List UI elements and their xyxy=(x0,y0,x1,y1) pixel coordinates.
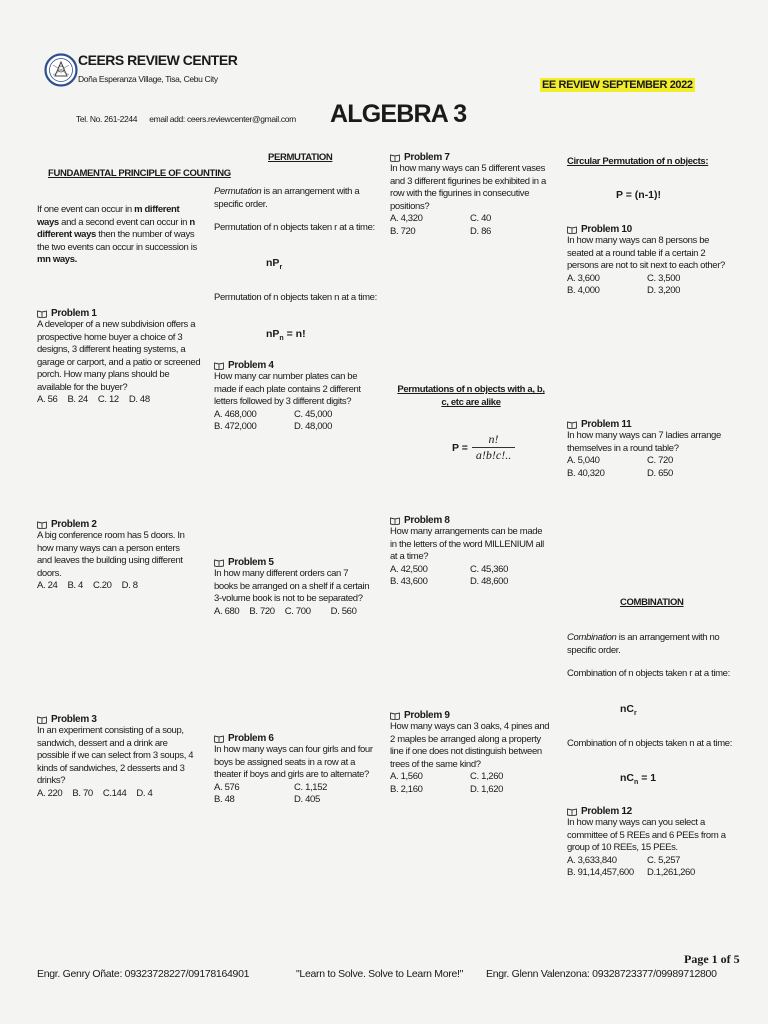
problem-12 xyxy=(567,806,729,880)
problem-6-heading: Problem 6 xyxy=(214,733,374,744)
problem-1-heading: Problem 1 xyxy=(37,308,203,319)
footer-left-contact: Engr. Genry Oñate: 09323728227/09178164901 xyxy=(37,968,250,980)
problem-7-heading: Problem 7 xyxy=(390,152,548,163)
circular-heading: Circular Permutation of n objects: xyxy=(567,156,709,167)
problem-2-heading: Problem 2 xyxy=(37,519,195,530)
counting-heading: FUNDAMENTAL PRINCIPLE OF COUNTING xyxy=(48,168,231,179)
problem-6 xyxy=(214,733,374,807)
problem-4-text: How many car number plates can be made if each plate contains 2 different letters followed by 3 different digits? xyxy=(214,371,361,407)
problem-9-heading: Problem 9 xyxy=(390,710,550,721)
problem-4-heading: Problem 4 xyxy=(214,360,374,371)
problem-4 xyxy=(214,360,374,434)
book-icon xyxy=(214,735,224,743)
permutation-heading: PERMUTATION xyxy=(268,152,333,163)
book-icon xyxy=(567,808,577,816)
book-icon xyxy=(390,712,400,720)
comb-r-label: Combination of n objects taken r at a time: xyxy=(567,668,730,679)
problem-10-heading: Problem 10 xyxy=(567,224,729,235)
contact-info: Tel. No. 261-2244 email add: ceers.reviewcenter@gmail.com xyxy=(76,114,296,124)
comb-r-formula: $nC_r$ xyxy=(620,703,637,718)
problem-12-heading: Problem 12 xyxy=(567,806,729,817)
problem-9 xyxy=(390,710,550,796)
problem-3-heading: Problem 3 xyxy=(37,714,201,725)
book-icon xyxy=(37,521,47,529)
problem-3-text: In an experiment consisting of a soup, sandwich, dessert and a drink are possible if we can select from 3 soups, 4 kinds of sandwiches, 2 desserts and 3 drinks? xyxy=(37,725,194,786)
problem-2-choices: A. 24 B. 4 C.20 D. 8 xyxy=(37,580,138,591)
problem-9-choices: A. 1,560 C. 1,260 B. 2,160 D. 1,620 xyxy=(390,771,504,795)
combination-heading: COMBINATION xyxy=(620,597,684,608)
book-icon xyxy=(214,559,224,567)
permutation-definition: Permutation is an arrangement with a specific order. xyxy=(214,186,360,210)
perm-n-label: Permutation of n objects taken n at a time: xyxy=(214,292,377,303)
review-label: EE REVIEW SEPTEMBER 2022 xyxy=(542,79,693,91)
perm-r-formula: $nP_r$ xyxy=(266,257,283,272)
problem-10-choices: A. 3,600 C. 3,500 B. 4,000 D. 3,200 xyxy=(567,272,681,296)
problem-12-text: In how many ways can you select a committee of 5 REEs and 6 PEEs from a group of 10 REEs, 15 PEEs. xyxy=(567,817,726,853)
problem-11-text: In how many ways can 7 ladies arrange themselves in a round table? xyxy=(567,430,721,454)
perm-n-formula: $nP_n = n$! xyxy=(266,328,306,343)
footer-right-contact: Engr. Glenn Valenzona: 09328723377/09989712800 xyxy=(486,968,717,980)
problem-7-text: In how many ways can 5 different vases and 3 different figurines be exhibited in a row with the figurines in consecutive positions? xyxy=(390,163,546,212)
circular-formula: P = (n-1)! xyxy=(616,189,662,201)
page-title: ALGEBRA 3 xyxy=(330,100,467,128)
problem-7 xyxy=(390,152,548,238)
combination-definition: Combination is an arrangement with no specific order. xyxy=(567,632,720,656)
page-number: Page 1 of 5 xyxy=(684,952,740,966)
problem-8-heading: Problem 8 xyxy=(390,515,548,526)
problem-5-choices: A. 680 B. 720 C. 700 D. 560 xyxy=(214,605,357,617)
problem-5-heading: Problem 5 xyxy=(214,557,374,568)
problem-6-choices: A. 576 C. 1,152 B. 48 D. 405 xyxy=(214,781,328,805)
comb-n-label: Combination of n objects taken n at a time: xyxy=(567,738,733,749)
problem-1-choices: A. 56 B. 24 C. 12 D. 48 xyxy=(37,394,150,405)
book-icon xyxy=(390,154,400,162)
problem-11-heading: Problem 11 xyxy=(567,419,729,430)
book-icon xyxy=(37,716,47,724)
book-icon xyxy=(567,421,577,429)
book-icon xyxy=(214,362,224,370)
problem-4-choices: A. 468,000 C. 45,000 B. 472,000 D. 48,000 xyxy=(214,408,333,432)
problem-8-choices: A. 42,500 C. 45,360 B. 43,600 D. 48,600 xyxy=(390,563,509,587)
alike-heading: Permutations of n objects with a, b, c, etc are alike xyxy=(397,384,545,408)
book-icon xyxy=(37,310,47,318)
problem-6-text: In how many ways can four girls and four boys be assigned seats in a row at a theater if boys and girls are to alternate? xyxy=(214,744,373,780)
problem-3-choices: A. 220 B. 70 C.144 D. 4 xyxy=(37,787,153,799)
problem-8 xyxy=(390,515,548,589)
org-name: CEERS REVIEW CENTER xyxy=(78,52,238,68)
problem-12-choices: A. 3,633,840 C. 5,257 B. 91,14,457,600 D.1,261,260 xyxy=(567,854,695,878)
problem-8-text: How many arrangements can be made in the letters of the word MILLENIUM all at a time? xyxy=(390,526,544,562)
problem-10-text: In how many ways can 8 persons be seated at a round table if a certain 2 persons are not to sit next to each other? xyxy=(567,235,725,271)
problem-1-text: A developer of a new subdivision offers a prospective home buyer a choice of 3 designs, 3 different heating systems, a garage or carport, and a patio or screened porch. How many plans should be available for the buyer? xyxy=(37,319,201,393)
problem-3 xyxy=(37,714,201,800)
book-icon xyxy=(390,517,400,525)
problem-9-text: How many ways can 3 oaks, 4 pines and 2 maples be arranged along a property line if one does not distinguish between trees of the same kind? xyxy=(390,721,550,770)
counting-intro: If one event can occur in m different ways and a second event can occur in n different ways then the number of ways the two events can occur in succession is mn ways. xyxy=(37,204,197,265)
problem-7-choices: A. 4,320 C. 40 B. 720 D. 86 xyxy=(390,213,491,237)
book-icon xyxy=(567,226,577,234)
alike-formula: P = $\frac{n!}{a!b!c!..}$ xyxy=(452,432,515,463)
org-address: Doña Esperanza Village, Tisa, Cebu City xyxy=(78,74,218,84)
perm-r-label: Permutation of n objects taken r at a time: xyxy=(214,222,375,233)
problem-2 xyxy=(37,519,195,593)
problem-11-choices: A. 5,040 C. 720 B. 40,320 D. 650 xyxy=(567,455,673,479)
ceers-logo xyxy=(44,38,80,102)
problem-1 xyxy=(37,308,203,407)
comb-n-formula: $nC_n = 1$ xyxy=(620,772,657,787)
footer-motto: "Learn to Solve. Solve to Learn More!" xyxy=(296,968,464,980)
problem-11 xyxy=(567,419,729,480)
problem-2-text: A big conference room has 5 doors. In how many ways can a person enters and leaves the building using different doors. xyxy=(37,530,185,579)
problem-10 xyxy=(567,224,729,298)
problem-5 xyxy=(214,557,374,618)
problem-5-text: In how many different orders can 7 books be arranged on a shelf if a certain 3-volume book is not to be separated? xyxy=(214,568,370,604)
